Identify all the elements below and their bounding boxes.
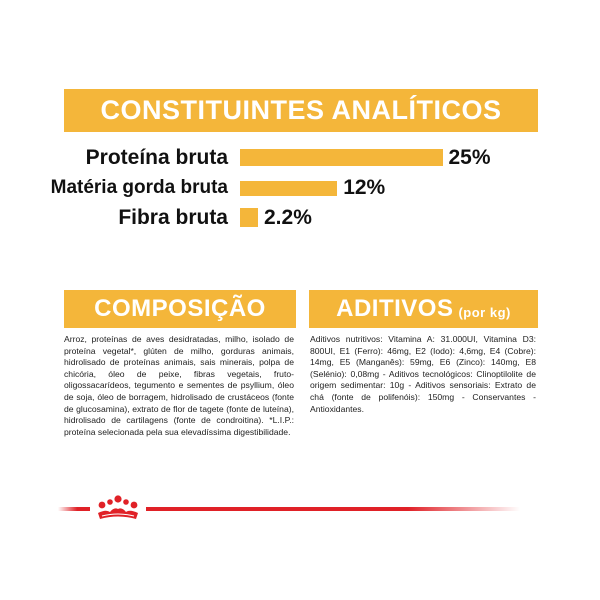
analytics-value: 25% xyxy=(448,146,491,169)
footer-line-right xyxy=(146,507,520,511)
additives-title: ADITIVOS xyxy=(336,295,454,322)
additives-header xyxy=(309,290,538,328)
analytics-value: 2.2% xyxy=(264,206,312,229)
analytics-title: CONSTITUINTES ANALÍTICOS xyxy=(100,95,502,125)
composition-title: COMPOSIÇÃO xyxy=(94,295,266,322)
footer-line-left xyxy=(58,507,90,511)
analytics-row-fiber xyxy=(0,203,600,233)
analytics-row-fat xyxy=(0,173,600,203)
analytics-bar xyxy=(240,149,443,166)
analytics-bar xyxy=(240,208,258,227)
analytics-header xyxy=(64,89,538,132)
composition-header xyxy=(64,290,296,328)
royal-canin-crown-icon xyxy=(92,493,144,523)
analytics-label: Fibra bruta xyxy=(118,206,228,229)
analytics-label: Matéria gorda bruta xyxy=(50,177,228,198)
composition-text: Arroz, proteínas de aves desidratadas, milho, isolado de proteína vegetal*, glúten de milho, gorduras animais, hidrolisado de proteínas animais, sais minerais, polpa de chicória, óleo de peixe, fibras vegetais, fruto-oligossacarídeos, tegumento e sementes de psyllium, óleo de soja, óleo de borragem, hidrolisado de crustáceos (fonte de glucosamina), extrato de flor de tagete (fonte de luteína), hidrolisado de cartilagens (fonte de condroitina). *L.I.P.: proteína selecionada pela sua elevadíssima digestibilidade. xyxy=(64,334,294,437)
analytics-row-protein xyxy=(0,143,600,173)
analytics-bar xyxy=(240,181,337,196)
analytics-value: 12% xyxy=(343,176,386,199)
additives-unit: (por kg) xyxy=(458,304,511,320)
additives-text: Aditivos nutritivos: Vitamina A: 31.000UI, Vitamina D3: 800UI, E1 (Ferro): 46mg, E2 (Iodo): 4,6mg, E4 (Cobre): 14mg, E5 (Manganês): 59mg, E6 (Zinco): 140mg, E8 (Selénio): 0,08mg - Aditivos tecnológicos: Clinoptilolite de origem sedimentar: 10g - Aditivos sensoriais: Extrato de chá (fonte de polifenóis): 150mg - Conservantes - Antioxidantes. xyxy=(310,334,536,414)
analytics-label: Proteína bruta xyxy=(85,146,228,169)
